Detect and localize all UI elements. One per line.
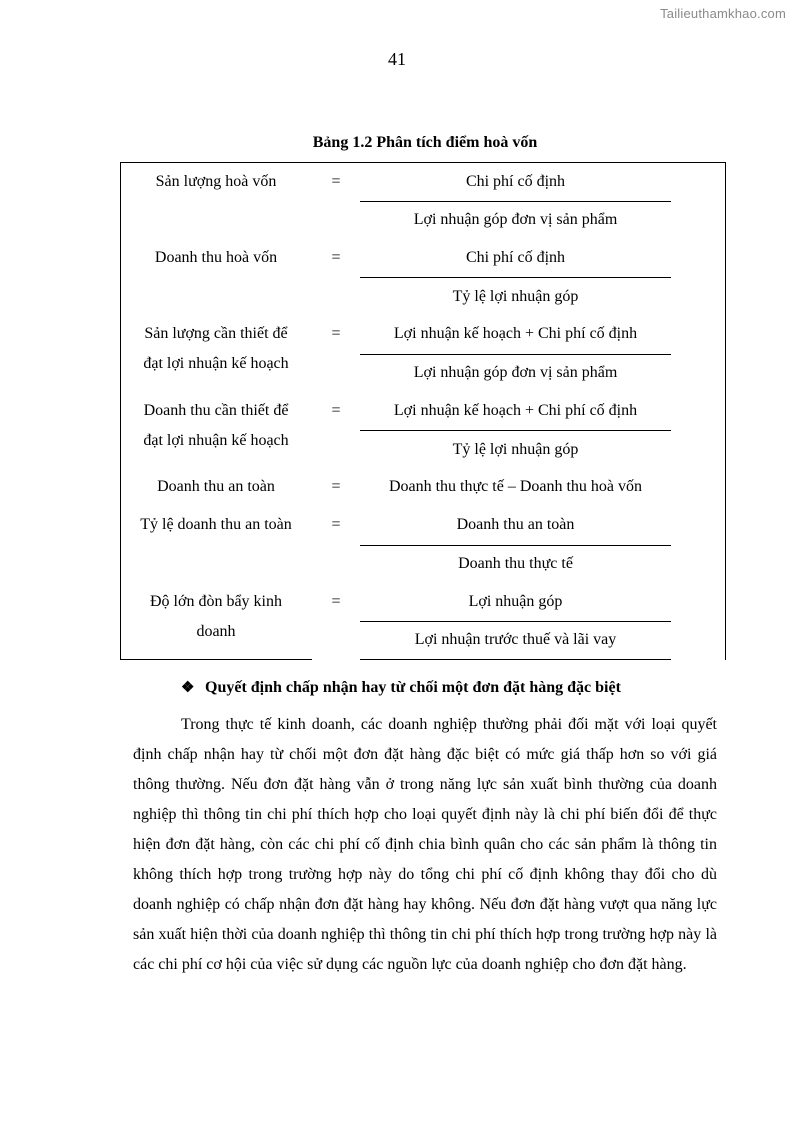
body-paragraph: Trong thực tế kinh doanh, các doanh nghiệp thường phải đối mặt với loại quyết định chấp nhận hay từ chối một đơn đặt hàng đặc biệt có mức giá thấp hơn so với giá thông thường. Nếu đơn đặt hàng vẫn ở trong năng lực sản xuất bình thường của doanh nghiệp thì thông tin chi phí thích hợp cho loại quyết định này là chi phí biến đổi để thực hiện đơn đặt hàng, còn các chi phí cố định chia bình quân cho các sản phẩm là thông tin không thích hợp trong trường hợp này do tổng chi phí cố định không thay đổi cho dù doanh nghiệp có chấp nhận đơn đặt hàng hay không. Nếu đơn đặt hàng vượt qua năng lực sản xuất hiện thời của doanh nghiệp thì thông tin chi phí thích hợp trong trường hợp này là các chi phí cơ hội của việc sử dụng các nguồn lực của doanh nghiệp cho đơn đặt hàng. — [133, 716, 717, 973]
denominator: Tỷ lệ lợi nhuận góp — [452, 288, 579, 305]
numerator: Lợi nhuận kế hoạch + Chi phí cố định — [393, 325, 638, 342]
numerator: Chi phí cố định — [465, 173, 566, 190]
row-label-line2: đạt lợi nhuận kế hoạch — [143, 432, 289, 449]
equals-sign: = — [331, 478, 341, 495]
expression: Doanh thu thực tế – Doanh thu hoà vốn — [388, 478, 643, 495]
row-label-line2: đạt lợi nhuận kế hoạch — [143, 355, 289, 372]
table-bottom-border — [120, 659, 312, 660]
fraction-bar — [360, 430, 671, 431]
denominator: Tỷ lệ lợi nhuận góp — [452, 441, 579, 458]
row-label: Doanh thu hoà vốn — [154, 249, 278, 266]
denominator: Doanh thu thực tế — [458, 555, 573, 572]
fraction-bar — [360, 277, 671, 278]
numerator: Chi phí cố định — [465, 249, 566, 266]
row-label: Tỷ lệ doanh thu an toàn — [140, 516, 292, 533]
fraction-bar — [360, 354, 671, 355]
row-label-line2: doanh — [196, 623, 236, 640]
row-label: Sản lượng hoà vốn — [155, 173, 277, 190]
row-label-line1: Độ lớn đòn bẩy kinh — [149, 593, 282, 610]
fraction-bar — [360, 201, 671, 202]
fraction-bar — [360, 621, 671, 622]
fraction-bar — [360, 545, 671, 546]
page-number: 41 — [388, 49, 406, 69]
watermark: Tailieuthamkhao.com — [660, 6, 786, 21]
equals-sign: = — [331, 402, 341, 419]
table-bottom-border — [360, 659, 671, 660]
diamond-bullet-icon: ❖ — [181, 680, 195, 696]
numerator: Doanh thu an toàn — [456, 516, 575, 533]
section-heading-text: Quyết định chấp nhận hay từ chối một đơn đặt hàng đặc biệt — [205, 679, 621, 696]
numerator: Lợi nhuận góp — [468, 593, 563, 610]
table-title: Bảng 1.2 Phân tích điểm hoà vốn — [312, 134, 538, 151]
equals-sign: = — [331, 516, 341, 533]
equals-sign: = — [331, 593, 341, 610]
equals-sign: = — [331, 173, 341, 190]
section-heading — [181, 674, 621, 702]
numerator: Lợi nhuận kế hoạch + Chi phí cố định — [393, 402, 638, 419]
row-label-line1: Sản lượng cần thiết để — [144, 325, 288, 342]
denominator: Lợi nhuận góp đơn vị sản phẩm — [413, 211, 618, 228]
equals-sign: = — [331, 249, 341, 266]
row-label: Doanh thu an toàn — [157, 478, 275, 495]
denominator: Lợi nhuận góp đơn vị sản phẩm — [413, 364, 618, 381]
denominator: Lợi nhuận trước thuế và lãi vay — [414, 631, 617, 648]
equals-sign: = — [331, 325, 341, 342]
row-label-line1: Doanh thu cần thiết để — [143, 402, 289, 419]
